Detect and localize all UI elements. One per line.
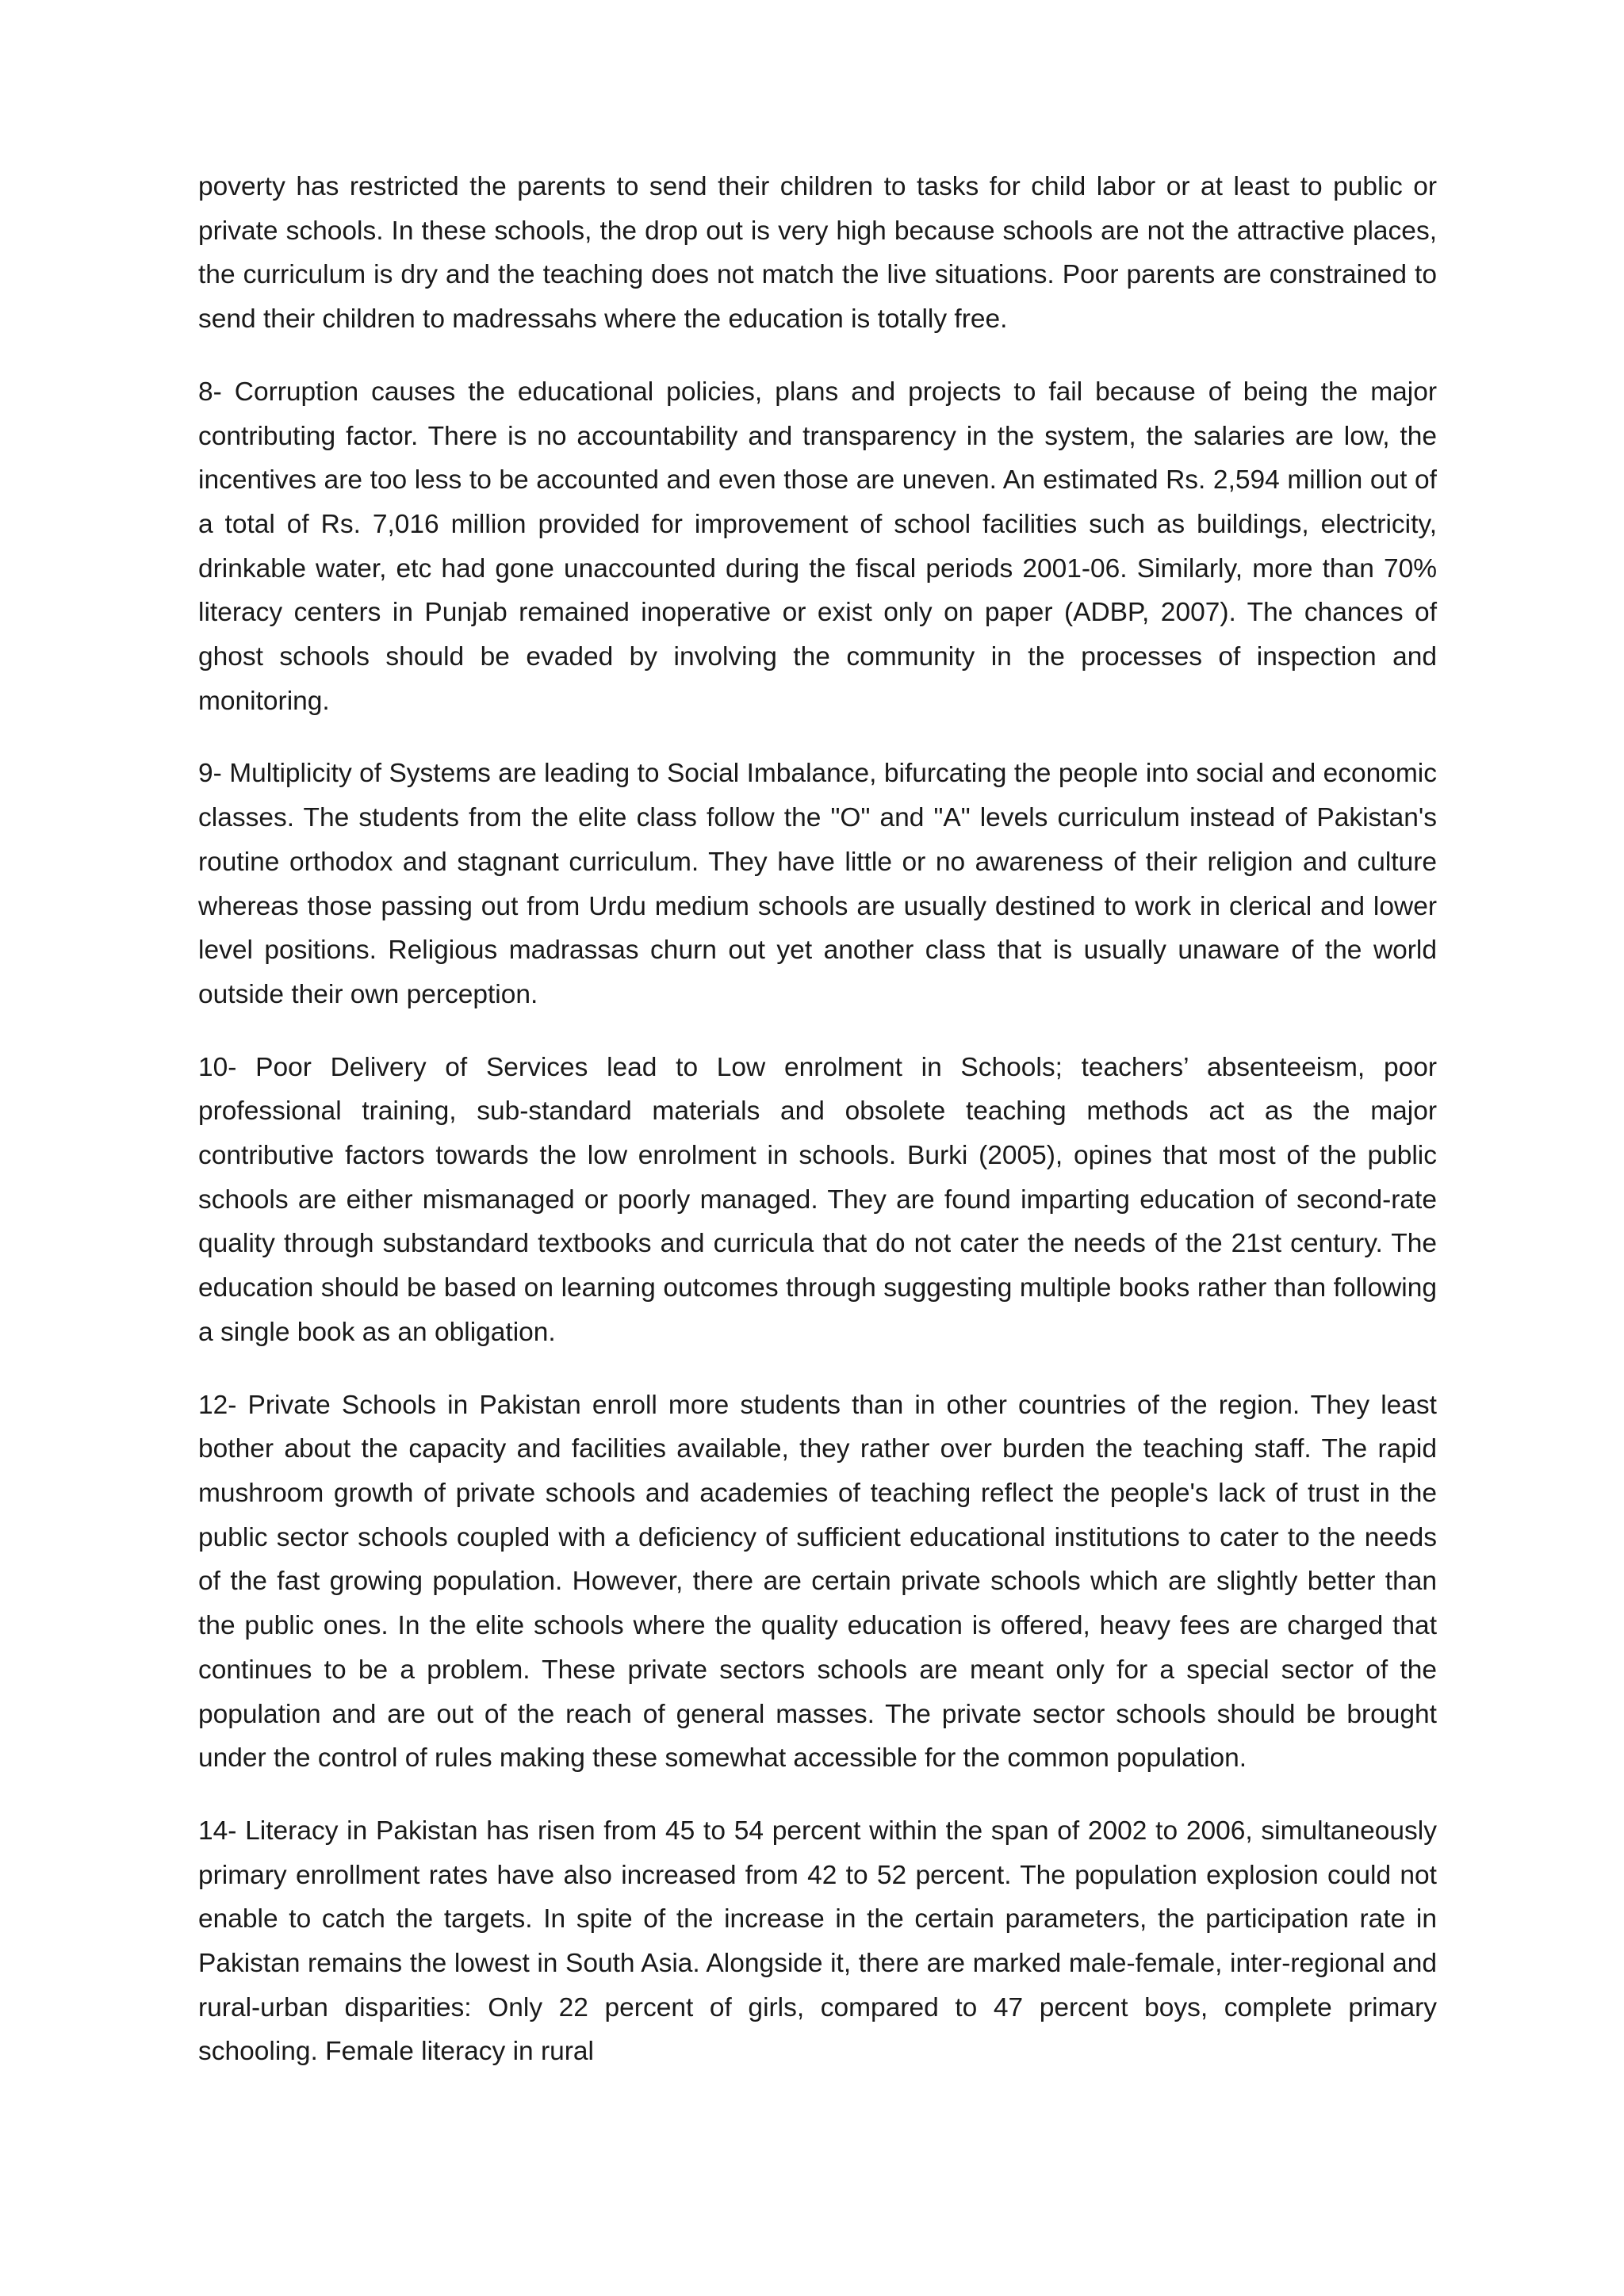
paragraph-poverty-continuation: poverty has restricted the parents to send their children to tasks for child labor or at least to public or private schools. In these schools, the drop out is very high because schools are not the attractive places, the curriculum is dry and the teaching does not match the live situations. Poor parents are constrained to send their children to madressahs where the education is totally free.: [198, 172, 1437, 335]
paragraph-9-multiplicity-of-systems: 9- Multiplicity of Systems are leading to Social Imbalance, bifurcating the people into social and economic classes. The students from the elite class follow the "O" and "A" levels curriculum instead of Pakistan's routine orthodox and stagnant curriculum. They have little or no awareness of their religion and culture whereas those passing out from Urdu medium schools are usually destined to work in clerical and lower level positions. Religious madrassas churn out yet another class that is usually unaware of the world outside their own perception.: [198, 759, 1437, 1009]
paragraph-12-private-schools: 12- Private Schools in Pakistan enroll more students than in other countries of the region. They least bother about the capacity and facilities available, they rather over burden the teaching staff. The rapid mushroom growth of private schools and academies of teaching reflect the people's lack of trust in the public sector schools coupled with a deficiency of sufficient educational institutions to cater to the needs of the fast growing population. However, there are certain private schools which are slightly better than the public ones. In the elite schools where the quality education is offered, heavy fees are charged that continues to be a problem. These private sectors schools are meant only for a special sector of the population and are out of the reach of general masses. The private sector schools should be brought under the control of rules making these somewhat accessible for the common population.: [198, 1390, 1437, 1774]
document-body: [198, 165, 1437, 2103]
paragraph-10-poor-delivery-of-services: 10- Poor Delivery of Services lead to Low enrolment in Schools; teachers’ absenteeism, poor professional training, sub-standard materials and obsolete teaching methods act as the major contributive factors towards the low enrolment in schools. Burki (2005), opines that most of the public schools are either mismanaged or poorly managed. They are found imparting education of second-rate quality through substandard textbooks and curricula that do not cater the needs of the 21st century. The education should be based on learning outcomes through suggesting multiple books rather than following a single book as an obligation.: [198, 1052, 1437, 1347]
paragraph-8-corruption: 8- Corruption causes the educational policies, plans and projects to fail because of being the major contributing factor. There is no accountability and transparency in the system, the salaries are low, the incentives are too less to be accounted and even those are uneven. An estimated Rs. 2,594 million out of a total of Rs. 7,016 million provided for improvement of school facilities such as buildings, electricity, drinkable water, etc had gone unaccounted during the fiscal periods 2001-06. Similarly, more than 70% literacy centers in Punjab remained inoperative or exist only on paper (ADBP, 2007). The chances of ghost schools should be evaded by involving the community in the processes of inspection and monitoring.: [198, 377, 1437, 716]
paragraph-14-literacy: 14- Literacy in Pakistan has risen from 45 to 54 percent within the span of 2002 to 2006, simultaneously primary enrollment rates have also increased from 42 to 52 percent. The population explosion could not enable to catch the targets. In spite of the increase in the certain parameters, the participation rate in Pakistan remains the lowest in South Asia. Alongside it, there are marked male-female, inter-regional and rural-urban disparities: Only 22 percent of girls, compared to 47 percent boys, complete primary schooling. Female literacy in rural: [198, 1816, 1437, 2067]
